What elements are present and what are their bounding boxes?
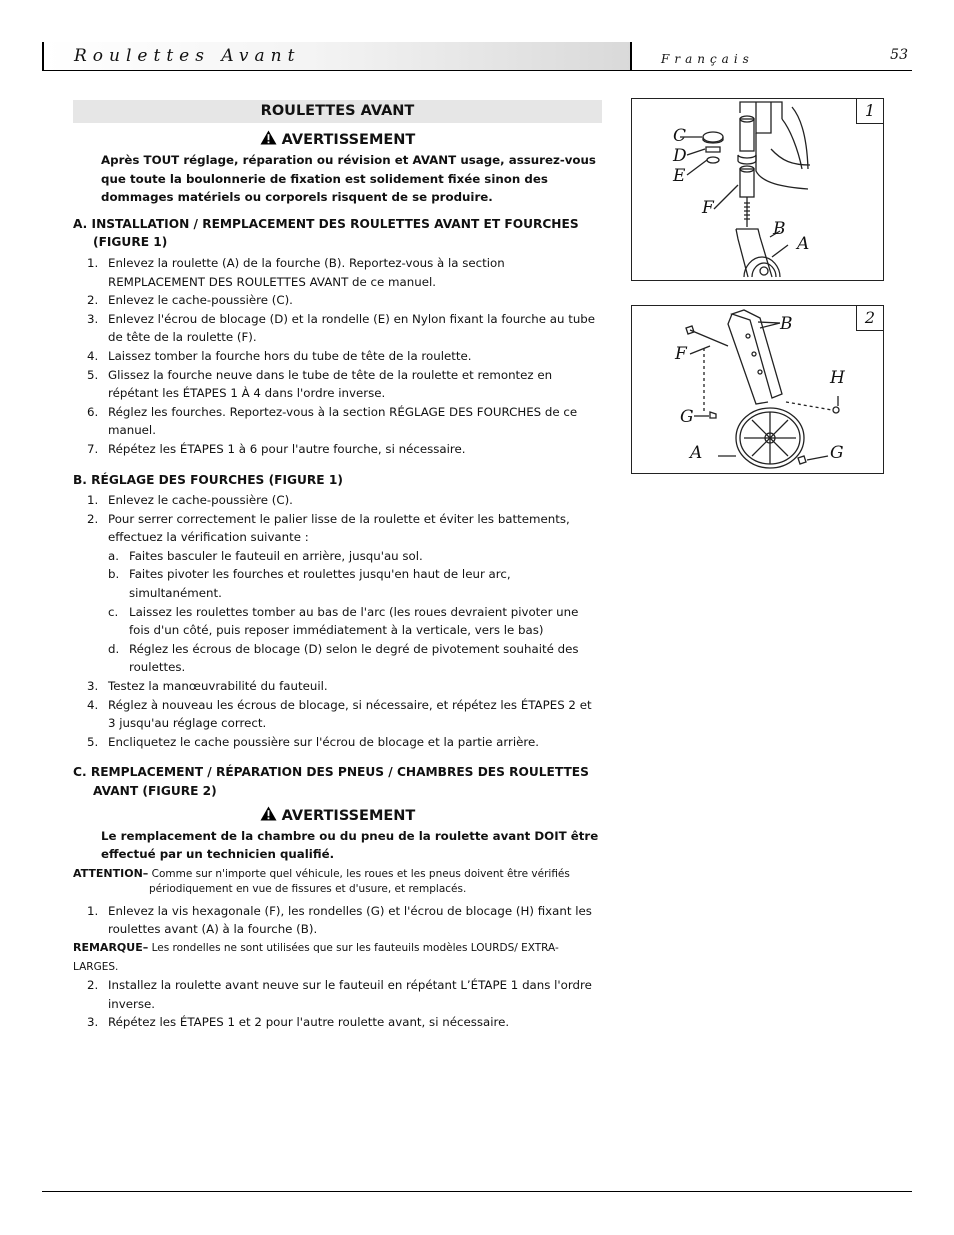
page-number: 53	[890, 47, 908, 63]
list-item: c. Laissez les roulettes tomber au bas de l'arc (les roues devraient pivoter une fois d'un côté, puis reposer immédiatement à la verticale, vers le bas)	[108, 604, 579, 638]
list-item: b. Faites pivoter les fourches et roulettes jusqu'en haut de leur arc, simultanément.	[108, 567, 511, 601]
page-header	[42, 42, 912, 71]
figure-2-label-f: F	[675, 344, 687, 364]
section-heading: ROULETTES AVANT	[73, 100, 602, 123]
figure-1-label-d: D	[673, 146, 687, 166]
section-a-steps	[73, 254, 602, 459]
list-item: 2. Installez la roulette avant neuve sur le fauteuil en répétant L’ÉTAPE 1 dans l'ordre inverse.	[87, 978, 592, 1011]
section-b-steps	[73, 491, 602, 751]
section-c-steps-2	[73, 976, 602, 1032]
section-c-steps-1	[73, 902, 602, 939]
figure-2-label-a: A	[690, 443, 703, 463]
header-title-band	[42, 42, 632, 70]
list-item: a. Faites basculer le fauteuil en arrière, jusqu'au sol.	[108, 548, 423, 563]
main-column	[73, 100, 602, 1032]
figure-1-label-b: B	[773, 219, 786, 239]
warning-heading	[73, 129, 602, 151]
section-c-title: C. REMPLACEMENT / RÉPARATION DES PNEUS / CHAMBRES DES ROULETTES AVANT (FIGURE 2)	[73, 765, 589, 798]
list-item: 1. Enlevez la roulette (A) de la fourche (B). Reportez-vous à la section REMPLACEMENT DES ROULETTES AVANT de ce manuel.	[87, 255, 505, 289]
warning-text: Après TOUT réglage, réparation ou révision et AVANT usage, assurez-vous que toute la boulonnerie de fixation est solidement fixée sinon des dommages matériels ou corporels risquent de se produire.	[101, 153, 596, 205]
figure-2-label-g-left: G	[680, 407, 694, 427]
list-item: 1. Enlevez la vis hexagonale (F), les rondelles (G) et l'écrou de blocage (H) fixant les roulettes avant (A) à la fourche (B).	[87, 903, 592, 937]
header-language: Français	[661, 52, 754, 66]
footer-rule	[42, 1191, 912, 1192]
list-item: 1. Enlevez le cache-poussière (C).	[87, 493, 293, 508]
warning-text-c: Le remplacement de la chambre ou du pneu de la roulette avant DOIT être effectué par un technicien qualifié.	[101, 828, 599, 862]
figure-1-label-e: E	[673, 166, 686, 186]
list-item: 2. Pour serrer correctement le palier lisse de la roulette et éviter les battements, effectuez la vérification suivante : a. Faites basculer le fauteuil en arrière, jusqu'au sol. b. Faites pivoter les fourches et roulettes jusqu'en haut de leur arc, simultanément. c. Laissez les roulettes tomber au bas de l'arc (les roues devraient pivoter une fois d'un côté, puis reposer immédiatement à la verticale, vers le bas) d. Réglez les écrous de blocage (D) selon le degré de pivotement souhaité des roulettes.	[73, 510, 602, 677]
figure-2-label-h: H	[830, 368, 845, 388]
section-b-title: B. RÉGLAGE DES FOURCHES (FIGURE 1)	[73, 472, 343, 487]
figure-1	[631, 98, 884, 281]
section-a-title: A. INSTALLATION / REMPLACEMENT DES ROULETTES AVANT ET FOURCHES (FIGURE 1)	[73, 216, 579, 250]
section-b-substeps	[108, 547, 602, 677]
list-item: 3. Répétez les ÉTAPES 1 et 2 pour l'autre roulette avant, si nécessaire.	[87, 1015, 510, 1030]
figure-2-label-g-right: G	[830, 443, 844, 463]
header-divider	[630, 42, 632, 71]
list-item: 5. Glissez la fourche neuve dans le tube de tête de la roulette et remontez en répétant les ÉTAPES 1 À 4 dans l'ordre inverse.	[87, 367, 553, 401]
figure-1-label-f: F	[702, 198, 714, 218]
figure-1-drawing	[632, 99, 883, 280]
header-rule	[42, 70, 912, 71]
figure-1-label-a: A	[797, 234, 810, 254]
list-item: 6. Réglez les fourches. Reportez-vous à la section RÉGLAGE DES FOURCHES de ce manuel.	[87, 404, 578, 438]
remarque-note: REMARQUE– Les rondelles ne sont utilisées que sur les fauteuils modèles LOURDS/ EXTRA-LARGES.	[73, 940, 559, 973]
warning-triangle-icon	[260, 130, 277, 152]
list-item: 4. Réglez à nouveau les écrous de blocage, si nécessaire, et répétez les ÉTAPES 2 et 3 jusqu'au réglage correct.	[87, 697, 592, 731]
list-item: 5. Encliquetez le cache poussière sur l'écrou de blocage et la partie arrière.	[87, 734, 540, 749]
list-item: 7. Répétez les ÉTAPES 1 à 6 pour l'autre fourche, si nécessaire.	[87, 441, 466, 456]
warning-triangle-icon	[260, 806, 277, 828]
figure-2	[631, 305, 884, 474]
warning-title: AVERTISSEMENT	[281, 132, 416, 148]
figure-1-label-c: C	[673, 126, 687, 146]
header-section-title: Roulettes Avant	[74, 46, 301, 66]
attention-note: ATTENTION– Comme sur n'importe quel véhicule, les roues et les pneus doivent être vérifiés périodiquement en vue de fissures et d'usure, et remplacés.	[73, 866, 570, 896]
figure-1-number: 1	[856, 99, 883, 124]
list-item: 3. Enlevez l'écrou de blocage (D) et la rondelle (E) en Nylon fixant la fourche au tube de tête de la roulette (F).	[87, 311, 596, 345]
list-item: 3. Testez la manœuvrabilité du fauteuil.	[87, 679, 328, 694]
figure-2-number: 2	[856, 306, 883, 331]
warning-title-c: AVERTISSEMENT	[281, 807, 416, 824]
list-item: 2. Enlevez le cache-poussière (C).	[87, 293, 293, 308]
list-item: d. Réglez les écrous de blocage (D) selon le degré de pivotement souhaité des roulettes.	[108, 641, 579, 675]
figure-2-drawing	[632, 306, 883, 473]
warning-heading-c	[73, 805, 602, 827]
list-item: 4. Laissez tomber la fourche hors du tube de tête de la roulette.	[87, 348, 472, 363]
figure-2-label-b: B	[780, 314, 793, 334]
